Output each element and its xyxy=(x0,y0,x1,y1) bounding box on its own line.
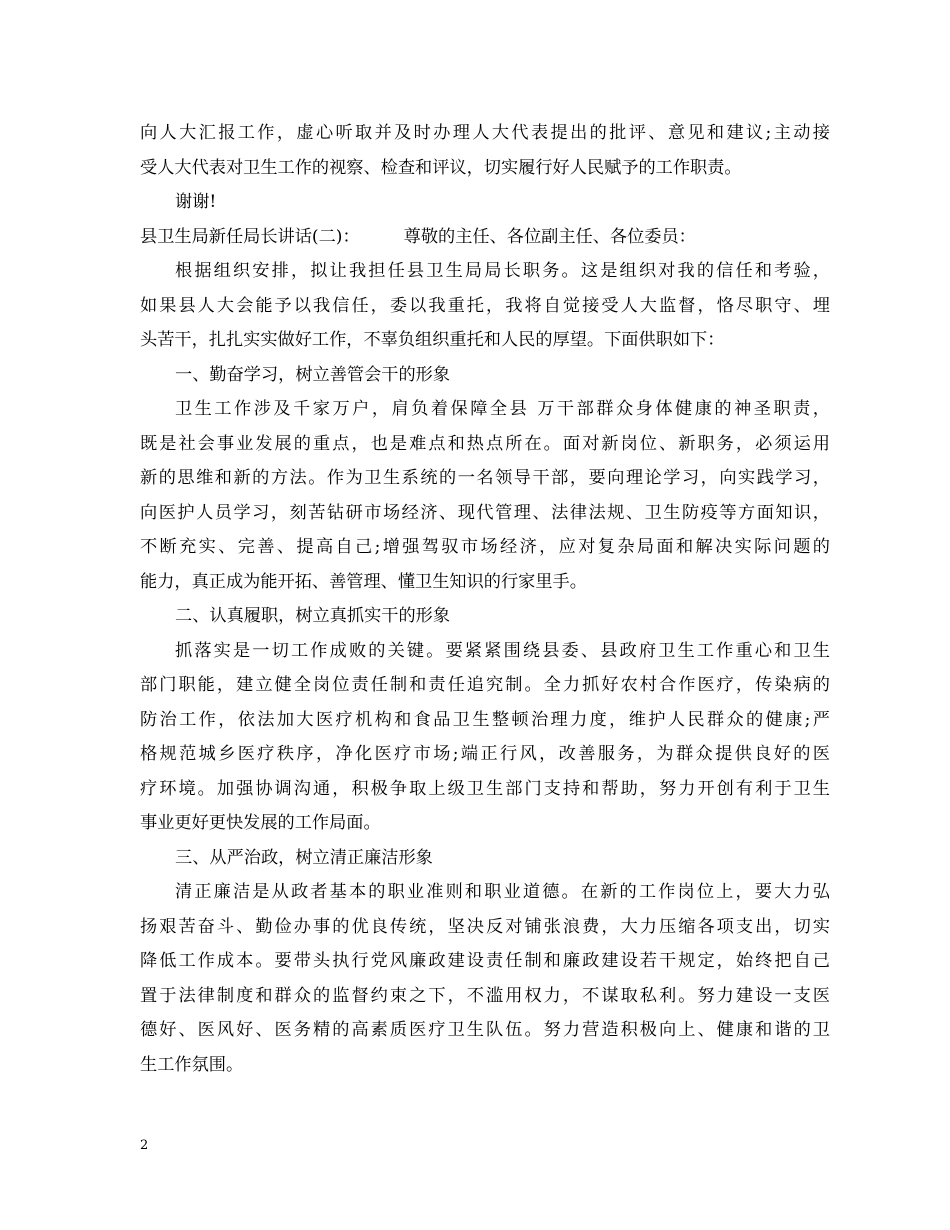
heading-one: 一、勤奋学习，树立善管会干的形象 xyxy=(175,364,451,385)
text-line: 清正廉洁是从政者基本的职业准则和职业道德。在新的工作岗位上，要大力弘 xyxy=(175,882,830,902)
text-line: 新的思维和新的方法。作为卫生系统的一名领导干部，要向理论学习，向实践学习， xyxy=(140,468,830,488)
text-line: 头苦干，扎扎实实做好工作，不辜负组织重托和人民的厚望。下面供职如下： xyxy=(140,330,725,350)
text-line: 既是社会事业发展的重点，也是难点和热点所在。面对新岗位、新职务，必须运用 xyxy=(140,433,830,454)
text-line: 扬艰苦奋斗、勤俭办事的优良传统，坚决反对铺张浪费，大力压缩各项支出，切实 xyxy=(140,916,830,937)
text-line: 疗环境。加强协调沟通，积极争取上级卫生部门支持和帮助，努力开创有利于卫生 xyxy=(140,778,830,799)
text-line: 根据组织安排，拟让我担任县卫生局局长职务。这是组织对我的信任和考验， xyxy=(175,261,830,281)
text-line: 卫生工作涉及千家万户，肩负着保障全县 万干部群众身体健康的神圣职责， xyxy=(175,399,830,419)
text-line: 部门职能，建立健全岗位责任制和责任追究制。全力抓好农村合作医疗，传染病的 xyxy=(140,675,830,695)
text-line: 置于法律制度和群众的监督约束之下，不滥用权力，不谋取私利。努力建设一支医 xyxy=(140,985,830,1006)
text-line: 事业更好更快发展的工作局面。 xyxy=(140,813,381,833)
text-line: 生工作氛围。 xyxy=(140,1054,244,1075)
text-line: 防治工作，依法加大医疗机构和食品卫生整顿治理力度，维护人民群众的健康;严 xyxy=(140,709,830,730)
text-line: 向人大汇报工作，虚心听取并及时办理人大代表提出的批评、意见和建议;主动接 xyxy=(140,123,830,143)
text-line: 能力，真正成为能开拓、善管理、懂卫生知识的行家里手。 xyxy=(140,571,587,592)
text-line: 降低工作成本。要带头执行党风廉政建设责任制和廉政建设若干规定，始终把自己 xyxy=(140,951,830,971)
heading-three: 三、从严治政，树立清正廉洁形象 xyxy=(175,847,433,868)
salutation: 尊敬的主任、各位副主任、各位委员： xyxy=(403,226,696,247)
section-title-line xyxy=(140,220,830,255)
text-line: 德好、医风好、医务精的高素质医疗卫生队伍。努力营造积极向上、健康和谐的卫 xyxy=(140,1020,830,1040)
heading-two: 二、认真履职，树立真抓实干的形象 xyxy=(175,606,451,626)
text-line: 向医护人员学习，刻苦钻研市场经济、现代管理、法律法规、卫生防疫等方面知识， xyxy=(140,502,830,523)
text-line: 格规范城乡医疗秩序，净化医疗市场;端正行风，改善服务，为群众提供良好的医 xyxy=(140,744,830,764)
text-line: 如果县人大会能予以我信任，委以我重托，我将自觉接受人大监督，恪尽职守、埋 xyxy=(140,295,830,316)
page-number: 2 xyxy=(140,1138,149,1153)
text-line: 受人大代表对卫生工作的视察、检查和评议，切实履行好人民赋予的工作职责。 xyxy=(140,157,742,178)
section-title: 县卫生局新任局长讲话(二)： xyxy=(140,226,360,247)
text-line: 不断充实、完善、提高自己;增强驾驭市场经济，应对复杂局面和解决实际问题的 xyxy=(140,537,830,557)
text-line: 抓落实是一切工作成败的关键。要紧紧围绕县委、县政府卫生工作重心和卫生 xyxy=(175,640,830,661)
text-line: 谢谢! xyxy=(175,192,217,212)
document-body xyxy=(140,116,830,1082)
